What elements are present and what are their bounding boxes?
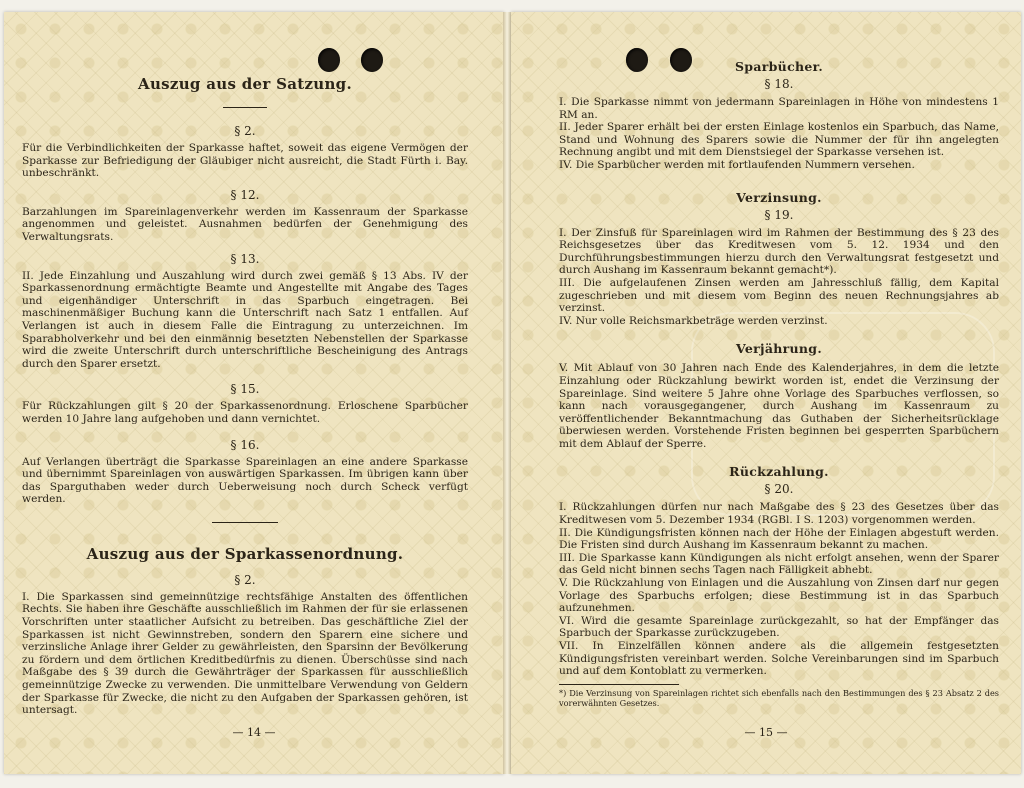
block-title: Rückzahlung. bbox=[729, 464, 829, 480]
left-title-2: Auszug aus der Sparkassenordnung. bbox=[86, 544, 404, 563]
section-number: § 18. bbox=[764, 77, 794, 91]
section-number: § 20. bbox=[764, 482, 794, 497]
block-title: Sparbücher. bbox=[734, 59, 824, 74]
section-text: Für die Verbindlichkeiten der Sparkasse haftet, soweit das eigene Vermögen der Sparkasse zur Befriedigung der Gläubiger nicht ausreicht, die Stadt Fürth i. Bay. unbeschränkt. bbox=[22, 142, 468, 180]
block-paragraph: VI. Wird die gesamte Spareinlage zurückgezahlt, so hat der Empfänger das Sparbuch der Sparkasse zurückzugeben. bbox=[559, 614, 999, 640]
section-text: Barzahlungen im Spareinlagenverkehr werden im Kassenraum der Sparkasse angenommen und geleistet. Ausnahmen bedürfen der Genehmigung des Verwaltungsrats. bbox=[22, 205, 468, 243]
section-number: § 15. bbox=[230, 382, 260, 397]
section-number: § 12. bbox=[230, 187, 260, 202]
section-number: § 2. bbox=[234, 124, 256, 138]
block-paragraph: I. Die Sparkasse nimmt von jedermann Spareinlagen in Höhe von mindestens 1 RM an. bbox=[559, 96, 999, 121]
section-number: § 2. bbox=[234, 572, 256, 587]
block-paragraph: III. Die aufgelaufenen Zinsen werden am Jahresschluß fällig, dem Kapital zugeschrieben und mit diesem vom Beginn des neuen Rechnungsjahres ab verzinst. bbox=[559, 276, 999, 315]
section-number: § 13. bbox=[230, 251, 260, 266]
section-number: § 19. bbox=[764, 207, 794, 222]
left-title: Auszug aus der Satzung. bbox=[138, 75, 352, 93]
block-paragraph: IV. Nur volle Reichsmarkbeträge werden verzinst. bbox=[559, 314, 828, 327]
page-number: — 15 — bbox=[744, 726, 788, 739]
block-title: Verzinsung. bbox=[736, 189, 822, 205]
footnote-rule bbox=[559, 684, 679, 685]
block-paragraph: II. Die Kündigungsfristen können nach der Höhe der Einlagen abgestuft werden. Die Fristen sind durch Aushang im Kassenraum bekannt zu machen. bbox=[559, 526, 999, 552]
section-text: Für Rückzahlungen gilt § 20 der Sparkassenordnung. Erloschene Sparbücher werden 10 Jahre lang aufgehoben und dann vernichtet. bbox=[22, 400, 468, 425]
section-number: § 16. bbox=[230, 437, 260, 452]
page-number: — 14 — bbox=[232, 726, 276, 739]
section-text: I. Die Sparkassen sind gemeinnützige rechtsfähige Anstalten des öffentlichen Rechts. Sie haben ihre Geschäfte ausschließlich im Rahmen der für sie erlassenen Vorschriften unter staatlicher Aufsicht zu betreiben. Das geschäftliche Ziel der Sparkassen ist nicht Gewinnstreben, sondern den Sparern eine sichere und verzinsliche Anlage ihrer Gelder zu gewährleisten, den Sparsinn der Bevölkerung zu fördern und dem örtlichen Kreditbedürfnis zu dienen. Überschüsse sind nach Maßgabe des § 39 durch die Gewährträger der Sparkassen für ausschließlich gemeinnützige Zwecke zu verwenden. Die unmittelbare Verwendung von Geldern der Sparkasse für Zwecke, die nicht zu den Aufgaben der Sparkassen gehören, ist untersagt. bbox=[22, 590, 468, 717]
block-paragraph: I. Rückzahlungen dürfen nur nach Maßgabe des § 23 des Gesetzes über das Kreditwesen vom 5. Dezember 1934 (RGBl. I S. 1203) vorgenommen werden. bbox=[559, 501, 999, 527]
footnote: *) Die Verzinsung von Spareinlagen richtet sich ebenfalls nach den Bestimmungen des § 23 Absatz 2 des vorerwähnten Gesetzes. bbox=[559, 687, 999, 708]
block-paragraph: V. Mit Ablauf von 30 Jahren nach Ende des Kalenderjahres, in dem die letzte Einzahlung oder Rückzahlung bewirkt worden ist, endet die Verzinsung der Spareinlage. Sind weitere 5 Jahre ohne Vorlage des Sparbuches verflossen, so kann nach vorausgegangener, durch Aushang im Kassenraum zu veröffentlichender Bekanntmachung das Guthaben der Sicherheitsrücklage überwiesen werden. Vorstehende Fristen beginnen bei gesperrten Sparbüchern mit dem Ablauf der Sperre. bbox=[559, 362, 999, 450]
block-paragraph: VII. In Einzelfällen können andere als die allgemein festgesetzten Kündigungsfristen vereinbart werden. Solche Vereinbarungen sind im Sparbuch und auf dem Kontoblatt zu vermerken. bbox=[559, 640, 999, 678]
block-paragraph: I. Der Zinsfuß für Spareinlagen wird im Rahmen der Bestimmung des § 23 des Reichsgesetzes über das Kreditwesen vom 5. 12. 1934 und den Durchführungsbestimmungen hierzu durch den Verwaltungsrat festgesetzt und durch Aushang im Kassenraum bekannt gemacht*). bbox=[559, 226, 999, 277]
left-page bbox=[4, 12, 504, 774]
block-paragraph: II. Jeder Sparer erhält bei der ersten Einlage kostenlos ein Sparbuch, das Name, Stand und Wohnung des Sparers sowie die Nummer der für ihn angelegten Rechnung angibt und mit dem Dienstsiegel der Sparkasse versehen ist. bbox=[559, 121, 999, 159]
block-title: Verjährung. bbox=[736, 341, 822, 357]
title-rule bbox=[223, 107, 267, 108]
section-rule bbox=[212, 522, 278, 523]
block-paragraph: III. Die Sparkasse kann Kündigungen als nicht erfolgt ansehen, wenn der Sparer das Geld nicht binnen sechs Tagen nach Fälligkeit abhebt. bbox=[559, 551, 999, 577]
block-paragraph: IV. Die Sparbücher werden mit fortlaufenden Nummern versehen. bbox=[559, 158, 915, 171]
section-text: Auf Verlangen überträgt die Sparkasse Spareinlagen an eine andere Sparkasse und übernimmt Spareinlagen von auswärtigen Sparkassen. Im übrigen kann über das Sparguthaben weder durch Ueberweisung noch durch Scheck verfügt werden. bbox=[22, 455, 468, 506]
right-page bbox=[511, 12, 1021, 774]
block-paragraph: V. Die Rückzahlung von Einlagen und die Auszahlung von Zinsen darf nur gegen Vorlage des Sparbuchs erfolgen; diese Bestimmung ist in das Sparbuch aufzunehmen. bbox=[559, 577, 999, 615]
section-text: II. Jede Einzahlung und Auszahlung wird durch zwei gemäß § 13 Abs. IV der Sparkassenordnung ermächtigte Beamte und Angestellte mit Angabe des Tages und eigenhändiger Unterschrift in das Sparbuch eingetragen. Bei maschinenmäßiger Buchung kann die Unterschrift nach Satz 1 entfallen. Auf Verlangen ist auch in diesem Falle die Eintragung zu unterzeichnen. Im Sparabholverkehr und bei den einmännig besetzten Nebenstellen der Sparkasse wird die zweite Unterschrift durch unterschriftliche Bescheinigung des Antrags durch den Sparer ersetzt. bbox=[22, 269, 468, 370]
